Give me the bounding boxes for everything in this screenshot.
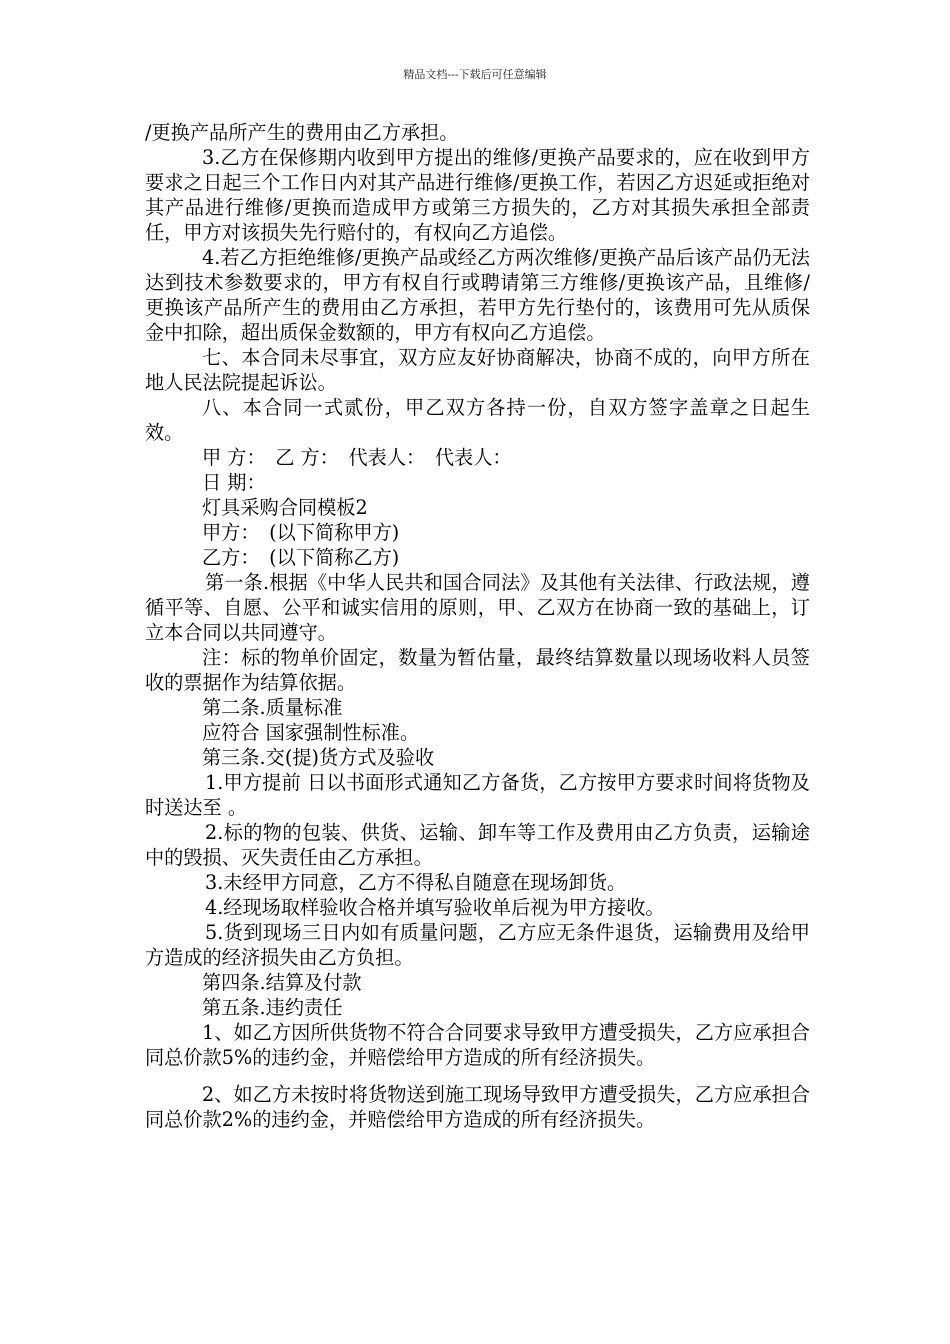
article-heading: 第二条.质量标准 (202, 696, 343, 719)
party-a-line: 甲方： (以下简称甲方) (202, 521, 400, 544)
section-title: 灯具采购合同模板2 (202, 496, 368, 519)
document-body (145, 120, 810, 1132)
paragraph: 第一条.根据《中华人民共和国合同法》及其他有关法律、行政法规，遵循平等、自愿、公平和诚实信用的原则，甲、乙双方在协商一致的基础上，订立本合同以共同遵守。 (145, 571, 810, 644)
paragraph: 5.货到现场三日内如有质量问题，乙方应无条件退货，运输费用及给甲方造成的经济损失由乙方负担。 (145, 921, 810, 969)
signature-line: 甲 方： 乙 方： 代表人： 代表人： (202, 446, 512, 469)
paragraph: 七、本合同未尽事宜，双方应友好协商解决，协商不成的，向甲方所在地人民法院提起诉讼。 (145, 346, 810, 394)
page-header: 精品文档---下载后可任意编辑 (403, 68, 547, 81)
paragraph: 1.甲方提前 日以书面形式通知乙方备货，乙方按甲方要求时间将货物及时送达至 。 (145, 771, 810, 819)
paragraph: 3.未经甲方同意，乙方不得私自随意在现场卸货。 (205, 871, 627, 894)
paragraph: 4.若乙方拒绝维修/更换产品或经乙方两次维修/更换产品后该产品仍无法达到技术参数要求的，甲方有权自行或聘请第三方维修/更换该产品，且维修/更换该产品所产生的费用由乙方承担，若甲方先行垫付的，该费用可先从质保金中扣除，超出质保金数额的，甲方有权向乙方追偿。 (145, 246, 810, 344)
paragraph: 八、本合同一式贰份，甲乙双方各持一份，自双方签字盖章之日起生效。 (145, 396, 810, 444)
paragraph: 注：标的物单价固定，数量为暂估量，最终结算数量以现场收料人员签收的票据作为结算依据。 (145, 646, 810, 694)
paragraph: 2.标的物的包装、供货、运输、卸车等工作及费用由乙方负责，运输途中的毁损、灭失责任由乙方承担。 (145, 821, 810, 869)
paragraph: 4.经现场取样验收合格并填写验收单后视为甲方接收。 (205, 896, 665, 919)
article-heading: 第三条.交(提)货方式及验收 (202, 746, 435, 769)
paragraph: /更换产品所产生的费用由乙方承担。 (145, 121, 459, 144)
party-b-line: 乙方： (以下简称乙方) (202, 546, 400, 569)
article-heading: 第四条.结算及付款 (202, 971, 362, 994)
paragraph: 2、如乙方未按时将货物送到施工现场导致甲方遭受损失，乙方应承担合同总价款2%的违约金，并赔偿给甲方造成的所有经济损失。 (145, 1083, 810, 1131)
date-line: 日 期： (202, 471, 266, 494)
paragraph: 应符合 国家强制性标准。 (202, 721, 420, 744)
paragraph: 3.乙方在保修期内收到甲方提出的维修/更换产品要求的，应在收到甲方要求之日起三个工作日内对其产品进行维修/更换工作，若因乙方迟延或拒绝对其产品进行维修/更换而造成甲方或第三方损失的，乙方对其损失承担全部责任，甲方对该损失先行赔付的，有权向乙方追偿。 (145, 146, 810, 244)
paragraph: 1、如乙方因所供货物不符合合同要求导致甲方遭受损失，乙方应承担合同总价款5%的违约金，并赔偿给甲方造成的所有经济损失。 (145, 1021, 810, 1069)
article-heading: 第五条.违约责任 (202, 996, 343, 1019)
